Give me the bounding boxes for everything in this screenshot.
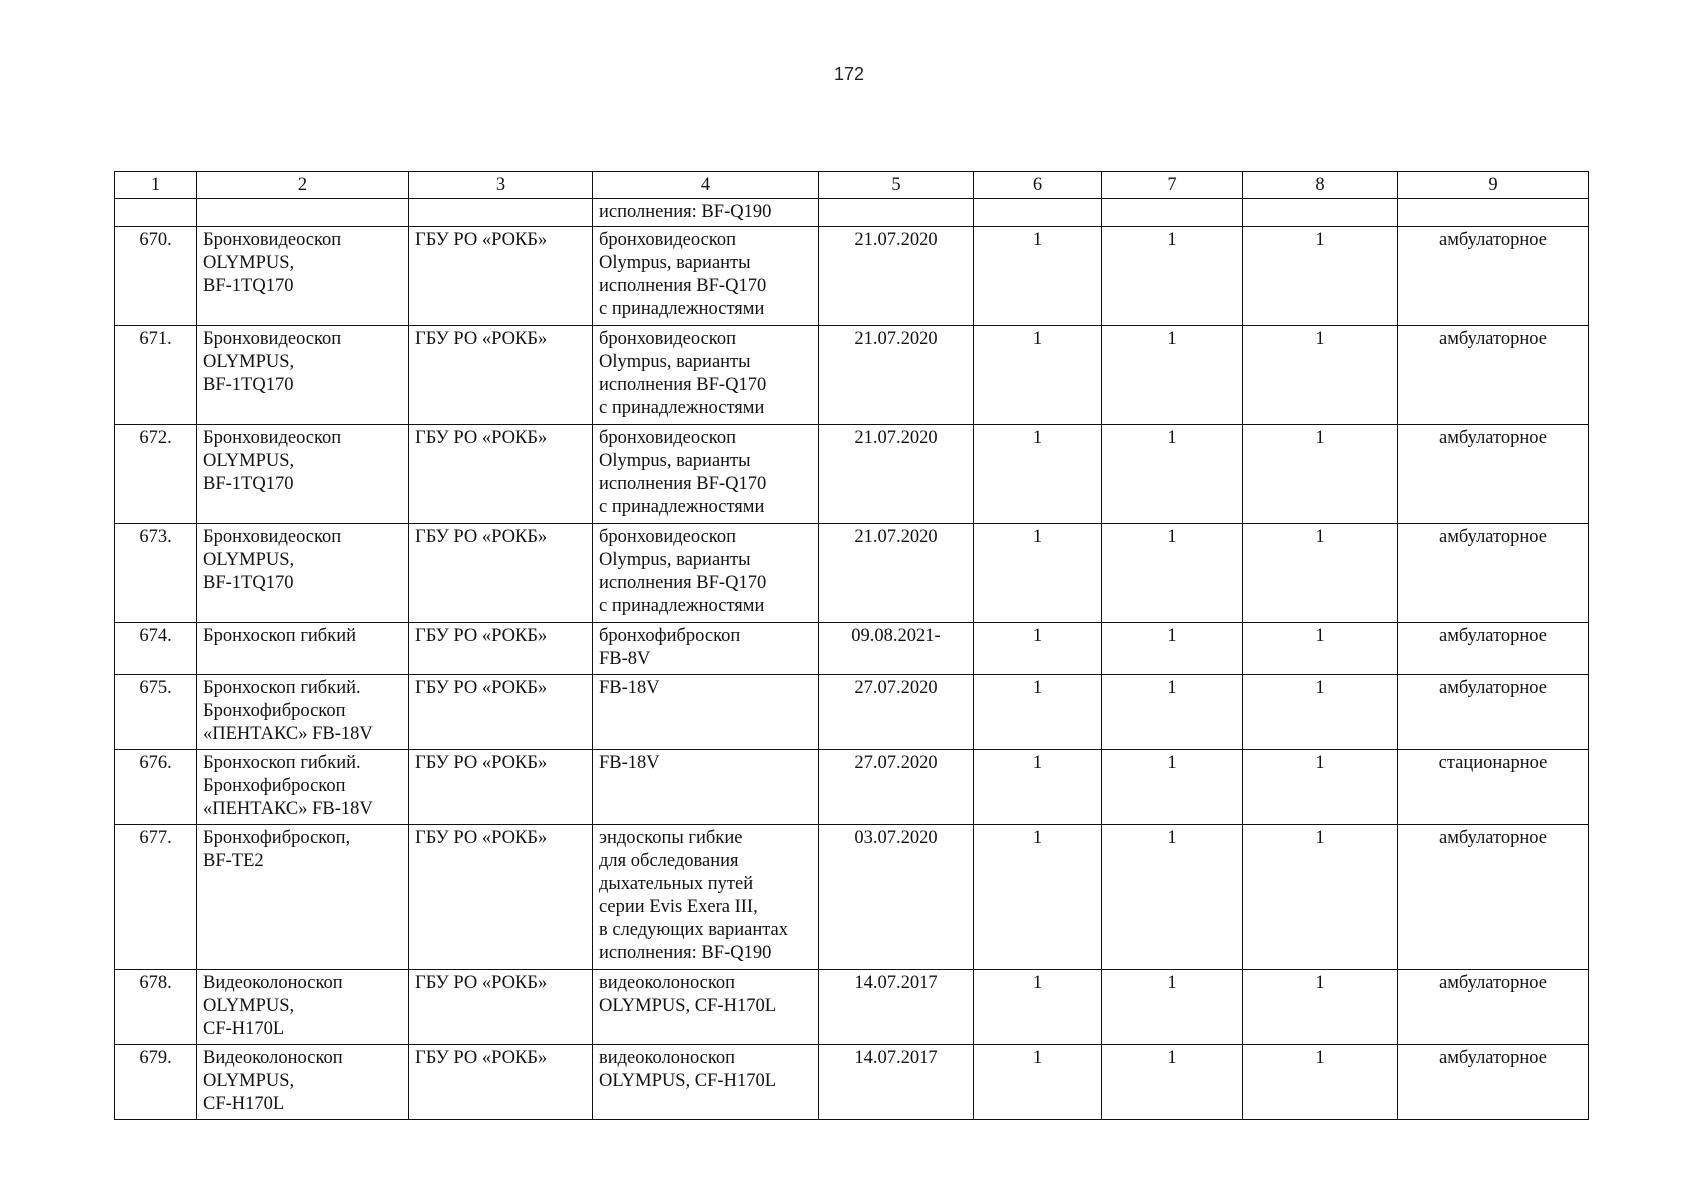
quantity-col7-cell: 1 <box>1102 970 1243 1045</box>
registration-date-cell: 21.07.2020 <box>819 524 974 623</box>
row-number-cell: 674. <box>115 623 197 675</box>
equipment-description-cell: видеоколоноскоп OLYMPUS, CF-H170L <box>593 1045 819 1120</box>
registration-date-cell: 21.07.2020 <box>819 326 974 425</box>
equipment-description-cell: FB-18V <box>593 675 819 750</box>
equipment-description-cell: бронхофиброскоп FB-8V <box>593 623 819 675</box>
care-condition-cell: амбулаторное <box>1398 675 1589 750</box>
quantity-col6-cell: 1 <box>974 825 1102 970</box>
organization-cell: ГБУ РО «РОКБ» <box>409 326 593 425</box>
equipment-name-cell: Бронховидеоскоп OLYMPUS, BF-1TQ170 <box>197 524 409 623</box>
row-number-cell: 671. <box>115 326 197 425</box>
table-row <box>115 524 1589 623</box>
equipment-name-cell: Бронхоскоп гибкий. Бронхофиброскоп «ПЕНТАКС» FB-18V <box>197 750 409 825</box>
equipment-description-cell: FB-18V <box>593 750 819 825</box>
quantity-col8-cell: 1 <box>1243 524 1398 623</box>
registration-date-cell: 14.07.2017 <box>819 970 974 1045</box>
equipment-description-cell: бронховидеоскоп Olympus, варианты исполнения BF-Q170 с принадлежностями <box>593 524 819 623</box>
row-number-cell: 676. <box>115 750 197 825</box>
equipment-name-cell: Бронхоскоп гибкий. Бронхофиброскоп «ПЕНТАКС» FB-18V <box>197 675 409 750</box>
quantity-col8-cell: 1 <box>1243 1045 1398 1120</box>
organization-cell: ГБУ РО «РОКБ» <box>409 1045 593 1120</box>
organization-cell: ГБУ РО «РОКБ» <box>409 970 593 1045</box>
quantity-col8-cell: 1 <box>1243 326 1398 425</box>
row-number-cell: 675. <box>115 675 197 750</box>
table-row <box>115 326 1589 425</box>
quantity-col7-cell: 1 <box>1102 825 1243 970</box>
care-condition-cell: амбулаторное <box>1398 227 1589 326</box>
table-row <box>115 675 1589 750</box>
quantity-col7-cell: 1 <box>1102 675 1243 750</box>
equipment-description-cell: бронховидеоскоп Olympus, варианты исполнения BF-Q170 с принадлежностями <box>593 326 819 425</box>
quantity-col8-cell: 1 <box>1243 425 1398 524</box>
equipment-name-cell: Бронховидеоскоп OLYMPUS, BF-1TQ170 <box>197 425 409 524</box>
table-row <box>115 750 1589 825</box>
quantity-col8-cell: 1 <box>1243 623 1398 675</box>
quantity-col6-cell: 1 <box>974 227 1102 326</box>
care-condition-cell: амбулаторное <box>1398 970 1589 1045</box>
quantity-col7-cell: 1 <box>1102 326 1243 425</box>
table-row <box>115 227 1589 326</box>
column-header: 4 <box>593 172 819 199</box>
row-number-cell: 679. <box>115 1045 197 1120</box>
care-condition-cell: амбулаторное <box>1398 524 1589 623</box>
table-row <box>115 1045 1589 1120</box>
row-number-cell <box>115 199 197 227</box>
column-header: 8 <box>1243 172 1398 199</box>
organization-cell: ГБУ РО «РОКБ» <box>409 750 593 825</box>
registration-date-cell: 14.07.2017 <box>819 1045 974 1120</box>
row-number-cell: 672. <box>115 425 197 524</box>
column-header: 1 <box>115 172 197 199</box>
table-row <box>115 970 1589 1045</box>
quantity-col8-cell <box>1243 199 1398 227</box>
quantity-col8-cell: 1 <box>1243 970 1398 1045</box>
registration-date-cell: 21.07.2020 <box>819 425 974 524</box>
care-condition-cell <box>1398 199 1589 227</box>
registration-date-cell: 03.07.2020 <box>819 825 974 970</box>
care-condition-cell: амбулаторное <box>1398 425 1589 524</box>
organization-cell <box>409 199 593 227</box>
care-condition-cell: амбулаторное <box>1398 1045 1589 1120</box>
table-row <box>115 623 1589 675</box>
equipment-description-cell: исполнения: BF-Q190 <box>593 199 819 227</box>
equipment-description-cell: эндоскопы гибкие для обследования дыхательных путей серии Evis Exera III, в следующих вариантах исполнения: BF-Q190 <box>593 825 819 970</box>
equipment-name-cell: Видеоколоноскоп OLYMPUS, CF-H170L <box>197 970 409 1045</box>
quantity-col6-cell: 1 <box>974 524 1102 623</box>
registration-date-cell: 21.07.2020 <box>819 227 974 326</box>
row-number-cell: 673. <box>115 524 197 623</box>
quantity-col8-cell: 1 <box>1243 675 1398 750</box>
equipment-name-cell: Бронховидеоскоп OLYMPUS, BF-1TQ170 <box>197 326 409 425</box>
organization-cell: ГБУ РО «РОКБ» <box>409 425 593 524</box>
equipment-name-cell: Бронховидеоскоп OLYMPUS, BF-1TQ170 <box>197 227 409 326</box>
quantity-col6-cell: 1 <box>974 326 1102 425</box>
equipment-name-cell <box>197 199 409 227</box>
equipment-description-cell: бронховидеоскоп Olympus, варианты исполнения BF-Q170 с принадлежностями <box>593 425 819 524</box>
column-header: 5 <box>819 172 974 199</box>
quantity-col6-cell: 1 <box>974 750 1102 825</box>
organization-cell: ГБУ РО «РОКБ» <box>409 825 593 970</box>
table-row <box>115 199 1589 227</box>
equipment-name-cell: Бронхофиброскоп, BF-TE2 <box>197 825 409 970</box>
registration-date-cell: 09.08.2021- <box>819 623 974 675</box>
equipment-description-cell: бронховидеоскоп Olympus, варианты исполнения BF-Q170 с принадлежностями <box>593 227 819 326</box>
quantity-col7-cell: 1 <box>1102 1045 1243 1120</box>
table-row <box>115 825 1589 970</box>
column-header: 2 <box>197 172 409 199</box>
organization-cell: ГБУ РО «РОКБ» <box>409 675 593 750</box>
column-header: 6 <box>974 172 1102 199</box>
quantity-col8-cell: 1 <box>1243 750 1398 825</box>
quantity-col7-cell: 1 <box>1102 623 1243 675</box>
column-number-header-row <box>115 172 1589 199</box>
quantity-col7-cell <box>1102 199 1243 227</box>
care-condition-cell: стационарное <box>1398 750 1589 825</box>
quantity-col6-cell: 1 <box>974 425 1102 524</box>
row-number-cell: 677. <box>115 825 197 970</box>
registration-date-cell: 27.07.2020 <box>819 750 974 825</box>
quantity-col7-cell: 1 <box>1102 524 1243 623</box>
quantity-col6-cell: 1 <box>974 675 1102 750</box>
quantity-col7-cell: 1 <box>1102 227 1243 326</box>
column-header: 3 <box>409 172 593 199</box>
row-number-cell: 678. <box>115 970 197 1045</box>
quantity-col6-cell: 1 <box>974 1045 1102 1120</box>
quantity-col7-cell: 1 <box>1102 425 1243 524</box>
column-header: 7 <box>1102 172 1243 199</box>
registration-date-cell: 27.07.2020 <box>819 675 974 750</box>
quantity-col8-cell: 1 <box>1243 825 1398 970</box>
organization-cell: ГБУ РО «РОКБ» <box>409 227 593 326</box>
care-condition-cell: амбулаторное <box>1398 623 1589 675</box>
equipment-description-cell: видеоколоноскоп OLYMPUS, CF-H170L <box>593 970 819 1045</box>
registration-date-cell <box>819 199 974 227</box>
quantity-col6-cell: 1 <box>974 623 1102 675</box>
organization-cell: ГБУ РО «РОКБ» <box>409 524 593 623</box>
row-number-cell: 670. <box>115 227 197 326</box>
organization-cell: ГБУ РО «РОКБ» <box>409 623 593 675</box>
page-number: 172 <box>833 64 865 84</box>
quantity-col8-cell: 1 <box>1243 227 1398 326</box>
care-condition-cell: амбулаторное <box>1398 825 1589 970</box>
equipment-name-cell: Видеоколоноскоп OLYMPUS, CF-H170L <box>197 1045 409 1120</box>
column-header: 9 <box>1398 172 1589 199</box>
quantity-col6-cell: 1 <box>974 970 1102 1045</box>
care-condition-cell: амбулаторное <box>1398 326 1589 425</box>
quantity-col7-cell: 1 <box>1102 750 1243 825</box>
equipment-registry-table <box>114 171 1589 1120</box>
quantity-col6-cell <box>974 199 1102 227</box>
equipment-name-cell: Бронхоскоп гибкий <box>197 623 409 675</box>
table-row <box>115 425 1589 524</box>
